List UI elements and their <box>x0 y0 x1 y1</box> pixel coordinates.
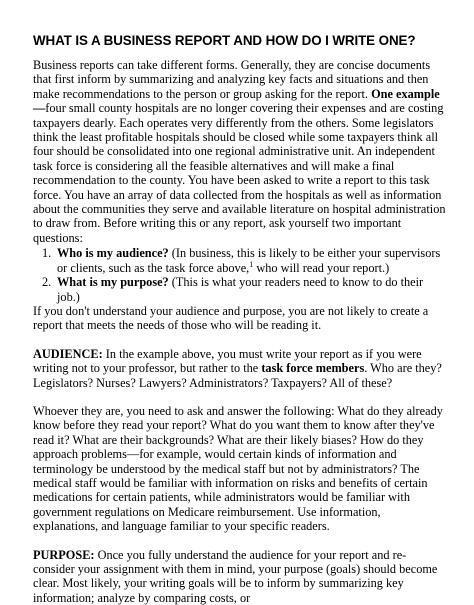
audience-text: In the example above, you must write your report as if you were writing not to your professor, but rather to the <box>33 346 422 376</box>
audience-purpose-note: If you don't understand your audience and purpose, you are not likely to create a report that meets the needs of those who will be reading it. <box>33 303 429 333</box>
purpose-paragraph <box>33 548 446 605</box>
intro-text-continued: four small county hospitals are no longer covering their expenses and are costing taxpayers dearly. Each operates very differently from the others. Some legislators think the least profitable hospitals should be closed while some taxpayers think all four should be consolidated into one regional administrative unit. An independent task force is considering all the feasible alternatives and will make a final recommendation to the county. You have been asked to write a report to this task force. You have an array of data collected from the hospitals as well as information about the communities they serve and available literature on hospital administration to draw from. Before writing this or any report, ask yourself two important questions: <box>33 101 446 245</box>
audience-text-continued: . Who are they? Legislators? Nurses? Lawyers? Administrators? Taxpayers? All of these? <box>33 361 442 390</box>
intro-text: Business reports can take different forms. Generally, they are concise documents that first inform by summarizing and analyzing key facts and situations and then make recommendations to the person or group asking for the report. <box>33 58 431 101</box>
list-number: 1. <box>42 246 52 261</box>
question-text: (In business, this is likely to be either your supervisors or clients, such as the task force above, <box>57 246 441 275</box>
question-label: What is my purpose? <box>57 275 169 290</box>
question-text-continued: who will read your report.) <box>253 260 390 275</box>
footnote-marker: 1 <box>249 259 254 269</box>
page-title: WHAT IS A BUSINESS REPORT AND HOW DO I WRITE ONE? <box>33 33 416 48</box>
questions-paragraph: Whoever they are, you need to ask and answer the following: What do they already know before they read your report? What do you want them to know after they've read it? What are their backgrounds? What are their likely biases? How do they approach problems—for example, would certain kinds of information and terminology be understood by the medical staff but not by administrators? The medical staff would be familiar with information on risks and benefits of certain medications for certain patients, while administrators would be familiar with government regulations on Medicare reimbursement. Use information, explanations, and language familiar to your specific readers. <box>33 403 443 534</box>
questions-list <box>33 246 446 304</box>
purpose-label: PURPOSE: <box>33 547 95 562</box>
list-number: 2. <box>42 275 52 290</box>
list-item <box>33 275 446 304</box>
question-text: (This is what your readers need to know to do their job.) <box>57 275 424 304</box>
question-label: Who is my audience? <box>57 246 169 261</box>
audience-label: AUDIENCE: <box>33 346 103 361</box>
task-force-emphasis: task force members <box>261 361 365 376</box>
audience-paragraph <box>33 347 446 390</box>
intro-paragraph <box>33 58 446 245</box>
purpose-text: Once you fully understand the audience for your report and re-consider your assignment with them in mind, your purpose (goals) should become clear. Most likely, your writing goals will be to inform by summarizing key information; analyze by comparing costs, or <box>33 547 438 605</box>
example-label: One example— <box>33 86 440 116</box>
list-item <box>33 246 446 275</box>
